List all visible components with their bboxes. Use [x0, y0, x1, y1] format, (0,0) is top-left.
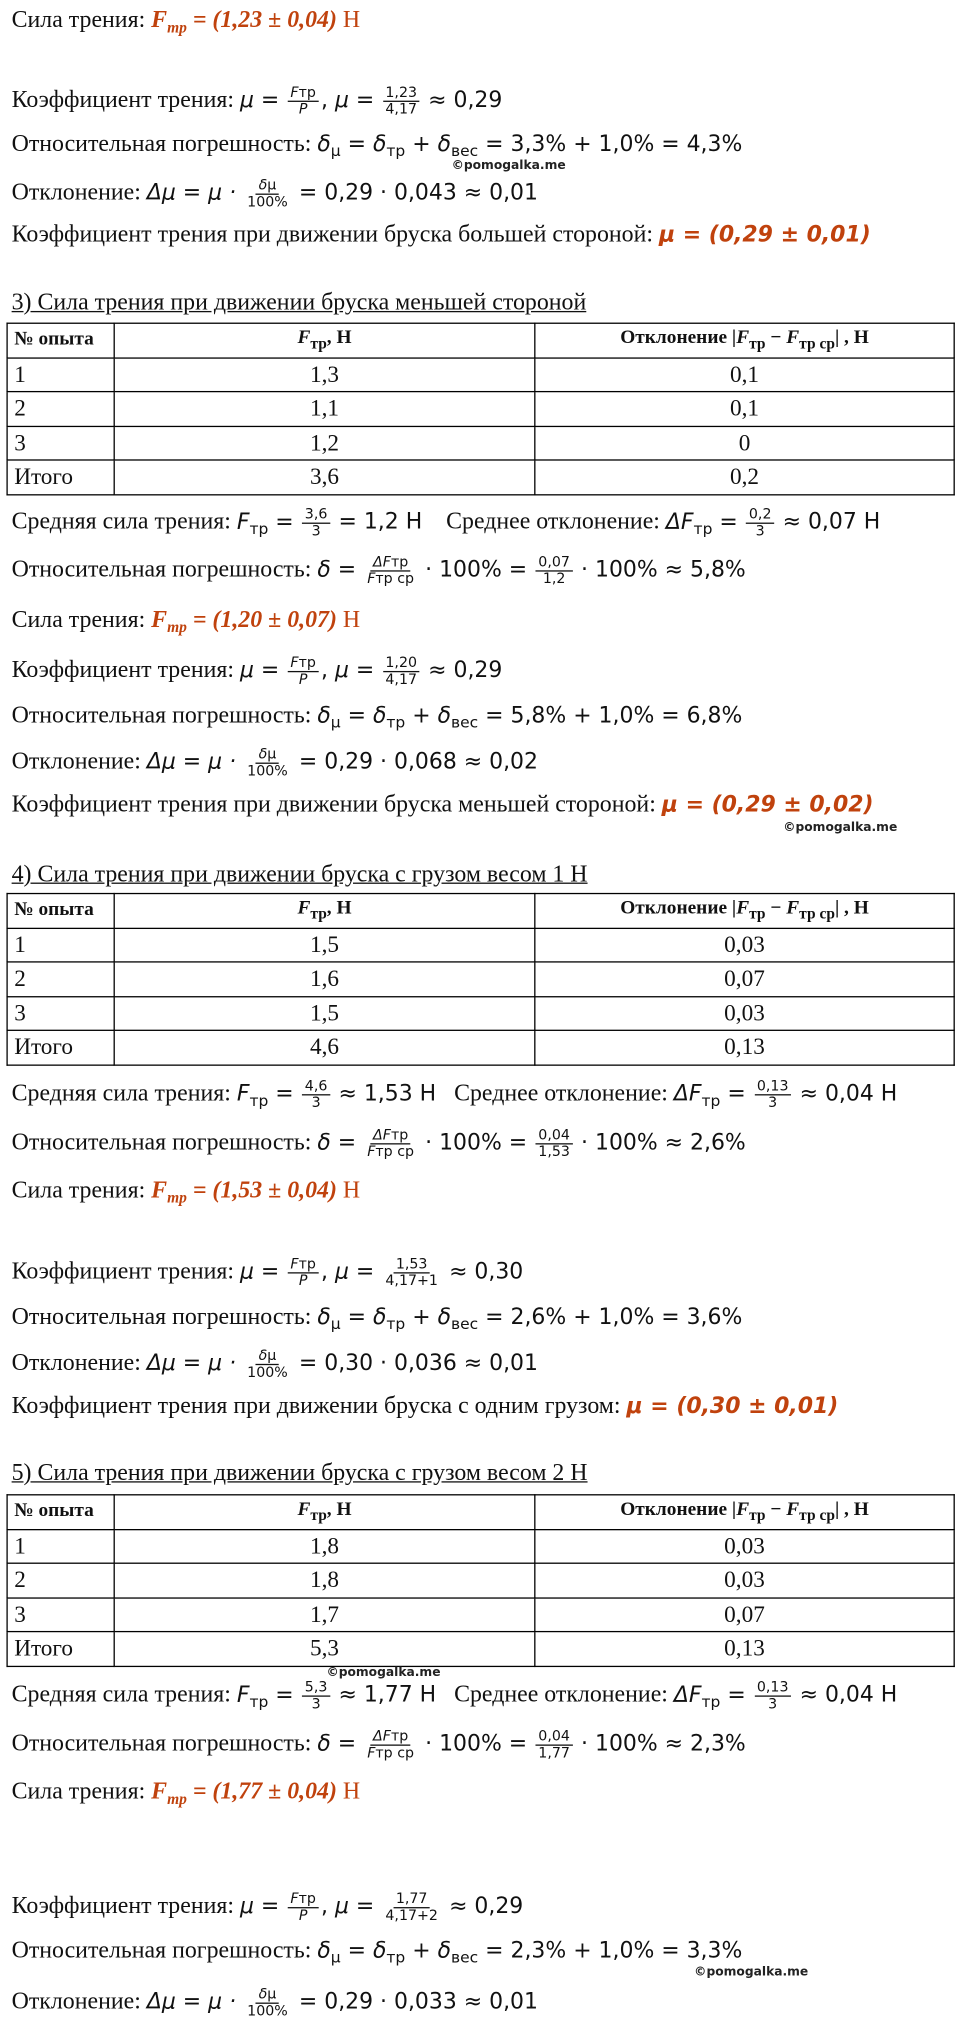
data-table	[6, 1494, 954, 1666]
data-table	[6, 893, 954, 1065]
average-line: Средняя сила трения: $F_{тр}$ = $\frac{4,6}{3}$ ≈ 1,53 Н Среднее отклонение: $\Delta F_{тр}$ = $\frac{0,13}{3}$ ≈ 0,04 Н	[11, 1077, 898, 1111]
final-mu-line: Коэффициент трения при движении бруска с одним грузом: μ = (0,30 ± 0,01)	[11, 1393, 839, 1420]
force-line: Сила трения: $F_{тр} = (1,77 \pm 0,04)$ Н	[11, 1779, 361, 1808]
deviation-line: Отклонение: Δμ = μ · $\frac{\delta\mu}{100\%}$ = 0,30 · 0,036 ≈ 0,01	[11, 1347, 538, 1381]
mu-line: Коэффициент трения: μ = Fтр P , μ = $\frac{1,20}{4,17}$ ≈ 0,29	[11, 654, 503, 688]
watermark: ©pomogalka.me	[451, 158, 566, 173]
table-row: 1 1,8 0,03	[7, 1529, 954, 1563]
watermark: ©pomogalka.me	[783, 820, 898, 835]
table-row: 3 1,7 0,07	[7, 1597, 954, 1631]
rel-error-line: Относительная погрешность: δ = ΔFтр Fтр ср · 100% = $\frac{0,04}{1,77}$ · 100% ≈ 2,3%	[11, 1727, 746, 1762]
section-heading: 3) Сила трения при движении бруска меньшей стороной	[11, 290, 587, 317]
force-line: Сила трения: $F_{тр} = (1,23 \pm 0,04)$ Н	[11, 7, 361, 37]
table-row: 2 1,6 0,07	[7, 962, 954, 996]
deviation-line: Отклонение: Δμ = μ · $\frac{\delta\mu}{100\%}$ = 0,29 · 0,068 ≈ 0,02	[11, 745, 538, 780]
table-header: № опыта $F_{тр}$, Н Отклонение $|F_{тр} - F_{тр ср}|$ , Н	[7, 894, 954, 928]
force-result: $F_{тр} = (1,23 \pm 0,04)$	[151, 7, 337, 37]
table-row: 1 1,3 0,1	[7, 357, 954, 391]
deviation-line: Отклонение: Δμ = μ · $\frac{\delta\mu}{100\%}$ = 0,29 · 0,043 ≈ 0,01	[11, 176, 538, 211]
rel-error-line: Относительная погрешность: $\delta_\mu = \delta_{тр} + \delta_{вес} = 3,3\% + 1,0\% = 4,3\%$	[11, 131, 743, 160]
force-line: Сила трения: $F_{тр} = (1,20 \pm 0,07)$ Н	[11, 607, 361, 637]
data-table	[6, 323, 954, 495]
rel-error-line: Относительная погрешность: $\delta_\mu = \delta_{тр} + \delta_{вес} = 5,8\% + 1,0\% = 6,8\%$	[11, 703, 743, 732]
mu-line: Коэффициент трения: μ = Fтр P , μ = $\frac{1,23}{4,17}$ ≈ 0,29	[11, 83, 503, 118]
table-header: № опыта $F_{тр}$, Н Отклонение $|F_{тр} - F_{тр ср}|$ , Н	[7, 1495, 954, 1529]
table-row: 2 1,8 0,03	[7, 1563, 954, 1597]
mu-line: Коэффициент трения: μ = Fтр P , μ = $\frac{1,77}{4,17+2}$ ≈ 0,29	[11, 1890, 524, 1924]
rel-error-line: Относительная погрешность: δ = ΔFтр Fтр ср · 100% = $\frac{0,07}{1,2}$ · 100% ≈ 5,8%	[11, 553, 746, 588]
deviation-line: Отклонение: Δμ = μ · $\frac{\delta\mu}{100\%}$ = 0,29 · 0,033 ≈ 0,01	[11, 1985, 538, 2020]
rel-error-line: Относительная погрешность: δ = ΔFтр Fтр ср · 100% = $\frac{0,04}{1,53}$ · 100% ≈ 2,6%	[11, 1126, 746, 1160]
mu-line: Коэффициент трения: μ = Fтр P , μ = $\frac{1,53}{4,17+1}$ ≈ 0,30	[11, 1255, 524, 1290]
table-row: 3 1,5 0,03	[7, 996, 954, 1030]
table-row: 2 1,1 0,1	[7, 392, 954, 426]
watermark: ©pomogalka.me	[326, 1665, 441, 1680]
table-row: Итого 3,6 0,2	[7, 460, 954, 494]
watermark: ©pomogalka.me	[694, 1965, 809, 1980]
average-line: Средняя сила трения: $F_{тр}$ = $\frac{5,3}{3}$ ≈ 1,77 Н Среднее отклонение: $\Delta F_{тр}$ = $\frac{0,13}{3}$ ≈ 0,04 Н	[11, 1678, 898, 1713]
table-header: № опыта $F_{тр}$, Н Отклонение $|F_{тр} - F_{тр ср}|$ , Н	[7, 323, 954, 357]
average-line: Средняя сила трения: $F_{тр}$ = $\frac{3,6}{3}$ = 1,2 Н Среднее отклонение: $\Delta F_{тр}$ = $\frac{0,2}{3}$ ≈ 0,07 Н	[11, 505, 881, 540]
table-row: 1 1,5 0,03	[7, 928, 954, 962]
section-heading: 5) Сила трения при движении бруска с грузом весом 2 Н	[11, 1460, 588, 1487]
rel-error-line: Относительная погрешность: $\delta_\mu = \delta_{тр} + \delta_{вес} = 2,6\% + 1,0\% = 3,6\%$	[11, 1304, 743, 1333]
rel-error-line: Относительная погрешность: $\delta_\mu = \delta_{тр} + \delta_{вес} = 2,3\% + 1,0\% = 3,3\%$	[11, 1938, 743, 1967]
section-heading: 4) Сила трения при движении бруска с грузом весом 1 Н	[11, 861, 588, 888]
final-mu-line: Коэффициент трения при движении бруска большей стороной: μ = (0,29 ± 0,01)	[11, 221, 871, 248]
final-mu-line: Коэффициент трения при движении бруска меньшей стороной: μ = (0,29 ± 0,02)	[11, 792, 874, 819]
table-row: 3 1,2 0	[7, 426, 954, 460]
table-row: Итого 5,3 0,13	[7, 1632, 954, 1666]
force-line: Сила трения: $F_{тр} = (1,53 \pm 0,04)$ Н	[11, 1178, 361, 1207]
table-row: Итого 4,6 0,13	[7, 1030, 954, 1064]
